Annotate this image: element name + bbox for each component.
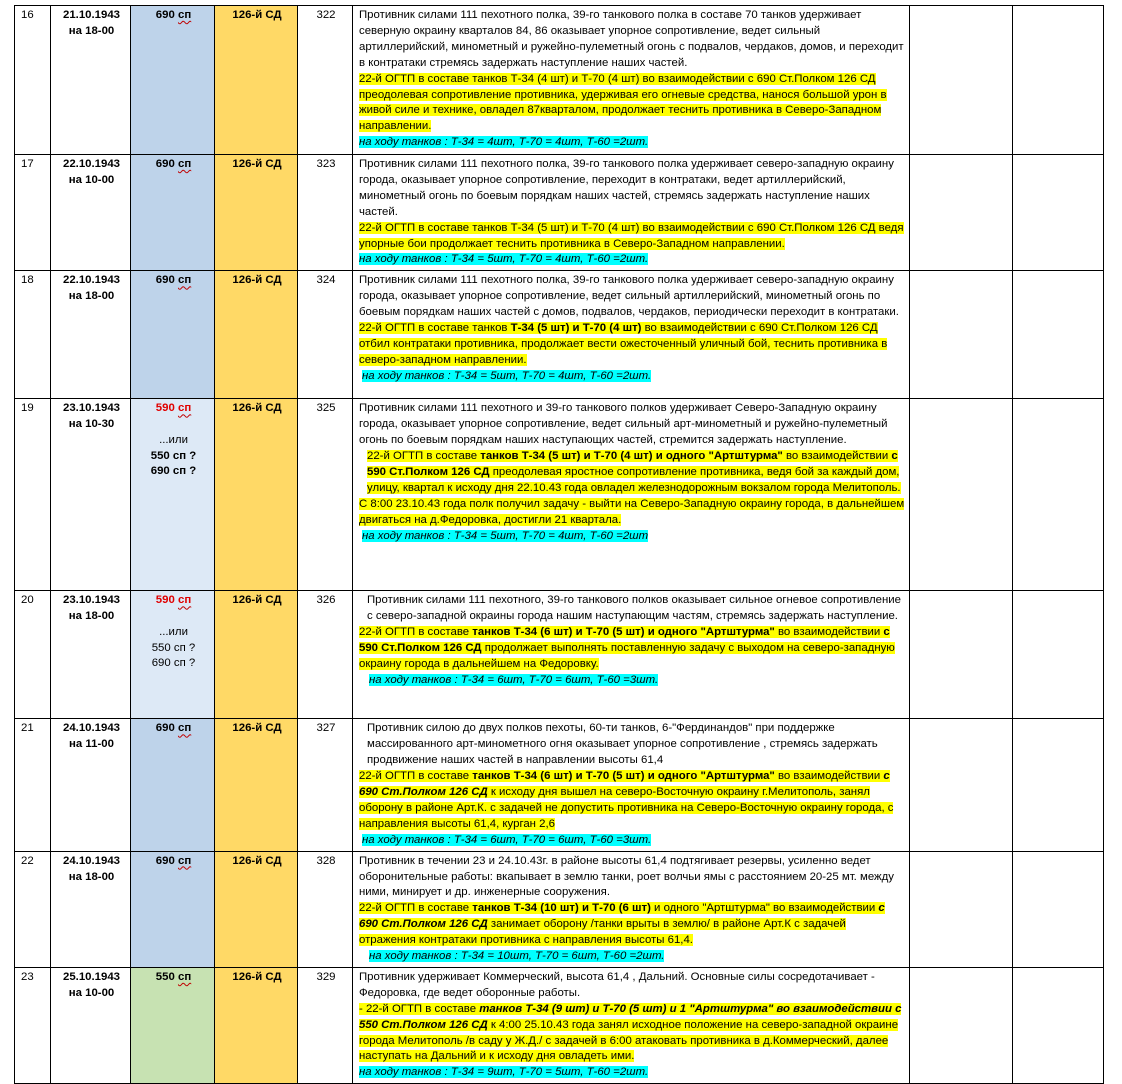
document-number: 325 [298, 399, 353, 591]
report-date: 25.10.1943 на 10-00 [51, 967, 131, 1083]
situation-text [353, 155, 910, 271]
empty-cell [910, 271, 1013, 399]
regiment-cell: 550 сп [131, 967, 215, 1083]
report-date: 23.10.1943 на 18-00 [51, 591, 131, 719]
table-row [15, 155, 1104, 271]
own-actions: 22-й ОГТП в составе танков Т-34 (5 шт) и Т-70 (4 шт) и одного "Артштурма" во взаимодействии с 590 Ст.Полком 126 СД преодолевая яростное сопротивление противника, ведя бой за каждый дом, улицу, квартал к исходу дня 22.10.43 года овладел железнодорожным вокзалом города Мелитополь. [367, 450, 901, 494]
row-number: 18 [15, 271, 51, 399]
enemy-situation: Противник в течении 23 и 24.10.43г. в районе высоты 61,4 подтягивает резервы, усиленно ведет оборонительные работы: вкапывает в землю танки, роет волчьи ямы с расстоянием 20-25 мт. между ними, минирует и др. инженерные сооружения. [359, 854, 894, 899]
row-number: 22 [15, 851, 51, 967]
empty-cell [1013, 967, 1104, 1083]
situation-text [353, 271, 910, 399]
tank-count: на ходу танков : Т-34 = 9шт, Т-70 = 5шт, Т-60 =2шт. [359, 1066, 649, 1079]
own-task: С 8:00 23.10.43 года полк получил задачу - выйти на Северо-Западную окраину города, в дальнейшем двигаться на д.Федоровка, достигли 21 квартала. [359, 497, 905, 526]
empty-cell [910, 967, 1013, 1083]
regiment-cell: 690 сп [131, 719, 215, 851]
regiment-cell: 590 сп ...или 550 сп ? 690 сп ? [131, 399, 215, 591]
tank-count: на ходу танков : Т-34 = 6шт, Т-70 = 6шт, Т-60 =3шт. [369, 673, 659, 686]
table-row [15, 399, 1104, 591]
tank-count: на ходу танков : Т-34 = 5шт, Т-70 = 4шт, Т-60 =2шт. [359, 253, 649, 266]
row-number: 17 [15, 155, 51, 271]
document-number: 329 [298, 967, 353, 1083]
enemy-situation: Противник силами 111 пехотного полка, 39-го танкового полка удерживает северо-западную окраину города, оказывает упорное сопротивление, переходит в контратаки, ведет артиллерийский, минометный огонь по боевым порядкам наших частей, стремясь задержать наступление наших частей. [359, 158, 894, 218]
own-actions: 22-й ОГТП в составе танков Т-34 (6 шт) и Т-70 (5 шт) и одного "Артштурма" во взаимодействии с 690 Ст.Полком 126 СД к исходу дня вышел на северо-Восточную окраину г.Мелитополь, занял оборону в районе Арт.К. с задачей не допустить противника на Северо-Восточную окраину города, с направления высоты 61,4, курган 2,6 [359, 770, 894, 830]
report-date: 22.10.1943 на 18-00 [51, 271, 131, 399]
enemy-situation: Противник удерживает Коммерческий, высота 61,4 , Дальний. Основные силы сосредотачивает - Федоровка, где ведет оборонные работы. [359, 970, 875, 999]
regiment-cell: 690 сп [131, 271, 215, 399]
row-number: 21 [15, 719, 51, 851]
own-actions: - 22-й ОГТП в составе танков Т-34 (9 шт) и Т-70 (5 шт) и 1 "Артштурма" во взаимодействии с 550 Ст.Полком 126 СД к 4:00 25.10.43 года занял исходное положение на северо-западной окраине города Мелитополь /в саду у Ж.Д./ с задачей в 6:00 атаковать противника в д.Коммерческий, далее наступать на Дальний и к исходу дня овладеть ими. [359, 1002, 902, 1063]
regiment-cell: 590 сп ...или 550 сп ? 690 сп ? [131, 591, 215, 719]
situation-text [353, 967, 910, 1083]
tank-count: на ходу танков : Т-34 = 5шт, Т-70 = 4шт, Т-60 =2шт [362, 529, 649, 542]
document-number: 323 [298, 155, 353, 271]
tank-count: на ходу танков : Т-34 = 10шт, Т-70 = 6шт, Т-60 =2шт. [369, 950, 665, 963]
row-number: 20 [15, 591, 51, 719]
table-row [15, 271, 1104, 399]
empty-cell [1013, 271, 1104, 399]
table-row [15, 719, 1104, 851]
enemy-situation: Противник силами 111 пехотного полка, 39-го танкового полка удерживает северо-западную окраину города, оказывает упорное сопротивление, ведет сильный артиллерийский, минометный огонь по боевым порядкам наших частей с домов, подвалов, чердаков, периодически переходит в контратаки. [359, 274, 899, 319]
empty-cell [1013, 155, 1104, 271]
division-cell: 126-й СД [215, 591, 298, 719]
row-number: 23 [15, 967, 51, 1083]
division-cell: 126-й СД [215, 399, 298, 591]
empty-cell [910, 719, 1013, 851]
report-date: 24.10.1943 на 18-00 [51, 851, 131, 967]
tank-count: на ходу танков : Т-34 = 6шт, Т-70 = 6шт, Т-60 =3шт. [362, 833, 652, 846]
regiment-cell: 690 сп [131, 851, 215, 967]
own-actions: 22-й ОГТП в составе танков Т-34 (4 шт) и Т-70 (4 шт) во взаимодействии с 690 Ст.Полком 126 СД преодолевая сопротивление противника, удерживая его огневые средства, нанося большой урон в живой силе и технике, овладел 87кварталом, продолжает теснить противника в Северо-Западном направлении. [359, 72, 887, 133]
report-date: 23.10.1943 на 10-30 [51, 399, 131, 591]
enemy-situation: Противник силами 111 пехотного и 39-го танкового полков удерживает Северо-Западную окраину города, оказывает упорное сопротивление, ведет сильный арт-минометный и ружейно-пулеметный огонь по боевым порядкам наших наступающих частей, стремится задержать наступление. [359, 402, 888, 447]
document-number: 326 [298, 591, 353, 719]
document-page [14, 5, 1103, 1084]
situation-text [353, 6, 910, 155]
report-date: 24.10.1943 на 11-00 [51, 719, 131, 851]
own-actions: 22-й ОГТП в составе танков Т-34 (10 шт) и Т-70 (6 шт) и одного "Артштурма" во взаимодействии с 690 Ст.Полком 126 СД занимает оборону /танки врыты в землю/ в районе Арт.К с задачей отражения контратаки противника с направления высоты 61,4. [359, 902, 885, 947]
row-number: 16 [15, 6, 51, 155]
table-row [15, 967, 1104, 1083]
table-row [15, 6, 1104, 155]
situation-text [353, 719, 910, 851]
own-actions: 22-й ОГТП в составе танков Т-34 (5 шт) и Т-70 (4 шт) во взаимодействии с 690 Ст.Полком 126 СД отбил контратаки противника, продолжает вести ожесточенный уличный бой, теснить противника в северо-западном направлении. [359, 322, 888, 366]
regiment-alternatives: ...или 550 сп ? 690 сп ? [150, 434, 197, 478]
empty-cell [910, 6, 1013, 155]
situation-text [353, 851, 910, 967]
document-number: 328 [298, 851, 353, 967]
empty-cell [1013, 6, 1104, 155]
empty-cell [910, 399, 1013, 591]
empty-cell [1013, 399, 1104, 591]
own-actions: 22-й ОГТП в составе танков Т-34 (5 шт) и Т-70 (4 шт) во взаимодействии с 690 Ст.Полком 126 СД ведя упорные бои продолжает теснить противника в Северо-Западном направлении. [359, 221, 904, 250]
empty-cell [1013, 719, 1104, 851]
division-cell: 126-й СД [215, 719, 298, 851]
empty-cell [910, 155, 1013, 271]
regiment-cell: 690 сп [131, 6, 215, 155]
document-number: 327 [298, 719, 353, 851]
division-cell: 126-й СД [215, 967, 298, 1083]
empty-cell [910, 851, 1013, 967]
document-number: 324 [298, 271, 353, 399]
table-row [15, 851, 1104, 967]
row-number: 19 [15, 399, 51, 591]
regiment-cell: 690 сп [131, 155, 215, 271]
division-cell: 126-й СД [215, 271, 298, 399]
table-row [15, 591, 1104, 719]
division-cell: 126-й СД [215, 155, 298, 271]
division-cell: 126-й СД [215, 851, 298, 967]
combat-log-table [14, 5, 1104, 1084]
table-body [15, 6, 1104, 1084]
division-cell: 126-й СД [215, 6, 298, 155]
enemy-situation: Противник силами 111 пехотного полка, 39-го танкового полка в составе 70 танков удерживает северную окраину кварталов 84, 86 оказывает упорное сопротивление, ведет сильный артиллерийский, минометный и ружейно-пулеметный огонь с подвалов, чердаков, домов, и переходит в контратаки стремясь задержать наступление наших частей. [359, 9, 904, 69]
empty-cell [1013, 591, 1104, 719]
situation-text [353, 399, 910, 591]
tank-count: на ходу танков : Т-34 = 5шт, Т-70 = 4шт, Т-60 =2шт. [362, 369, 652, 382]
regiment-alternatives: ...или 550 сп ? 690 сп ? [151, 626, 196, 670]
empty-cell [1013, 851, 1104, 967]
report-date: 22.10.1943 на 10-00 [51, 155, 131, 271]
empty-cell [910, 591, 1013, 719]
enemy-situation: Противник силою до двух полков пехоты, 60-ти танков, 6-"Фердинандов" при поддержке массированного арт-минометного огня оказывает упорное сопротивление , стремясь задержать продвижение наших частей в направлении высоты 61,4 [367, 722, 878, 767]
report-date: 21.10.1943 на 18-00 [51, 6, 131, 155]
situation-text [353, 591, 910, 719]
enemy-situation: Противник силами 111 пехотного, 39-го танкового полков оказывает сильное огневое сопротивление с северо-западной окраины города нашим наступающим частям, стремясь задержать наступление. [367, 594, 901, 623]
tank-count: на ходу танков : Т-34 = 4шт, Т-70 = 4шт, Т-60 =2шт. [359, 136, 649, 149]
own-actions: 22-й ОГТП в составе танков Т-34 (6 шт) и Т-70 (5 шт) и одного "Артштурма" во взаимодействии с 590 Ст.Полком 126 СД продолжает выполнять поставленную задачу с выходом на северо-западную окраину города в дальнейшем на Федоровку. [359, 626, 895, 670]
document-number: 322 [298, 6, 353, 155]
